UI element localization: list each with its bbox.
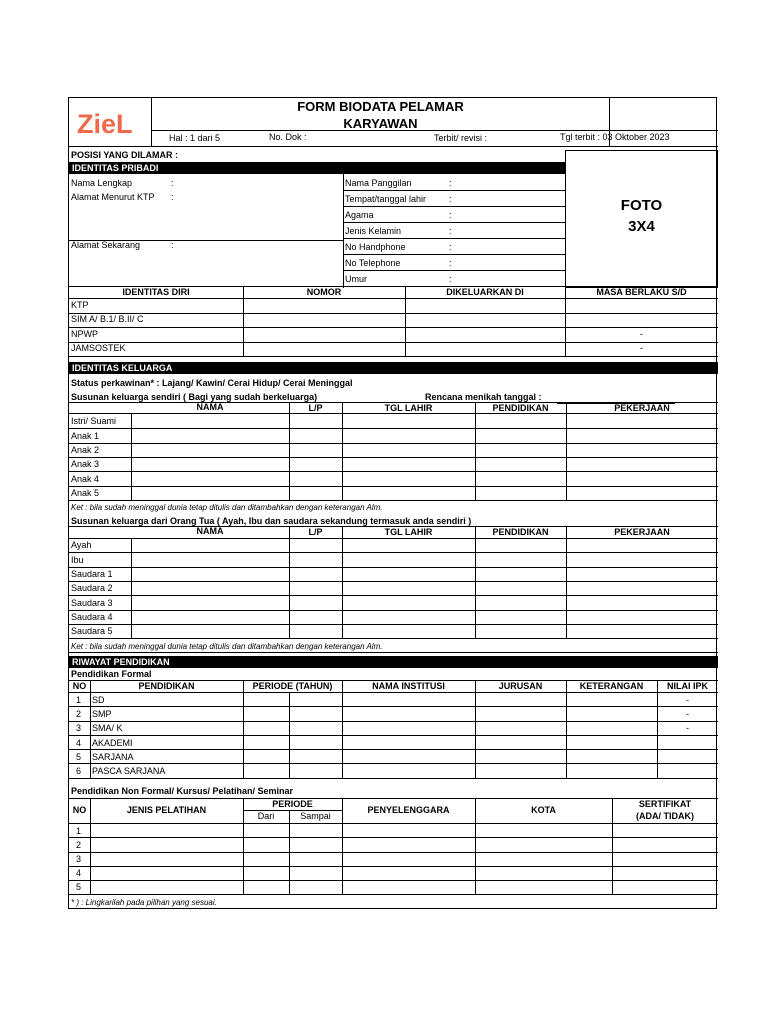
col-nilai-ipk: NILAI IPK bbox=[666, 681, 708, 691]
label-ttl: Tempat/tanggal lahir bbox=[345, 194, 427, 204]
row-jamsostek: JAMSOSTEK bbox=[71, 343, 126, 353]
ket-ortu: Ket : bila sudah meninggal dunia tetap ditulis dan ditambahkan dengan keterangan Alm. bbox=[71, 642, 383, 651]
col-identitas-diri: IDENTITAS DIRI bbox=[122, 287, 190, 297]
col-nomor: NOMOR bbox=[306, 287, 342, 297]
edu-pasca-sarjana: PASCA SARJANA bbox=[92, 766, 166, 776]
col-pendidikan: PENDIDIKAN bbox=[492, 403, 549, 413]
edu-smp: SMP bbox=[92, 709, 112, 719]
nf-row-3: 3 bbox=[75, 854, 81, 864]
publish-date: Tgl terbit : 03 Oktober 2023 bbox=[560, 132, 670, 142]
row-anak-1: Anak 1 bbox=[71, 431, 100, 441]
row-ibu: Ibu bbox=[71, 555, 84, 565]
photo-label-1: FOTO bbox=[620, 197, 663, 214]
row-saudara-1: Saudara 1 bbox=[71, 569, 113, 579]
col-nama: NAMA bbox=[196, 402, 224, 412]
col-masa-berlaku: MASA BERLAKU S/D bbox=[596, 287, 687, 297]
ket-sendiri: Ket : bila sudah meninggal dunia tetap ditulis dan ditambahkan dengan keterangan Alm. bbox=[71, 503, 383, 512]
label-alamat-ktp: Alamat Menurut KTP bbox=[71, 192, 155, 202]
row-anak-3: Anak 3 bbox=[71, 459, 100, 469]
ziel-logo bbox=[75, 108, 147, 143]
nf-row-2: 2 bbox=[75, 840, 81, 850]
col-periode: PERIODE bbox=[272, 799, 313, 809]
col-sampai: Sampai bbox=[300, 811, 331, 821]
row-saudara-2: Saudara 2 bbox=[71, 583, 113, 593]
form-title-line1: FORM BIODATA PELAMAR bbox=[297, 99, 464, 114]
pendidikan-formal-label: Pendidikan Formal bbox=[71, 669, 152, 679]
col-no: NO bbox=[72, 681, 87, 691]
row-saudara-5: Saudara 5 bbox=[71, 626, 113, 636]
row-anak-4: Anak 4 bbox=[71, 474, 100, 484]
col-periode-tahun: PERIODE (TAHUN) bbox=[252, 681, 333, 691]
col-dikeluarkan: DIKELUARKAN DI bbox=[446, 287, 524, 297]
edu-sma: SMA/ K bbox=[92, 723, 123, 733]
label-umur: Umur bbox=[345, 274, 367, 284]
photo-label-2: 3X4 bbox=[628, 218, 655, 235]
ziel-logo-icon bbox=[75, 108, 147, 138]
page-number: Hal : 1 dari 5 bbox=[169, 133, 221, 143]
col-tgl-lahir: TGL LAHIR bbox=[384, 403, 433, 413]
susunan-sendiri: Susunan keluarga sendiri ( Bagi yang sudah berkeluarga) bbox=[71, 392, 318, 402]
label-agama: Agama bbox=[345, 210, 374, 220]
row-anak-5: Anak 5 bbox=[71, 488, 100, 498]
edu-sarjana: SARJANA bbox=[92, 752, 134, 762]
row-ktp: KTP bbox=[71, 300, 89, 310]
label-no-telephone: No Telephone bbox=[345, 258, 401, 268]
rencana-menikah: Rencana menikah tanggal : bbox=[425, 392, 542, 402]
col-keterangan: KETERANGAN bbox=[579, 681, 644, 691]
col-nama-institusi: NAMA INSTITUSI bbox=[372, 681, 445, 691]
section-riwayat-pendidikan: RIWAYAT PENDIDIKAN bbox=[69, 656, 718, 668]
col-lp: L/P bbox=[308, 403, 323, 413]
svg-text:ZieL: ZieL bbox=[77, 109, 133, 138]
nf-row-1: 1 bbox=[75, 826, 81, 836]
footnote: * ) : Lingkarilah pada pilihan yang sesuai. bbox=[71, 898, 217, 907]
col-penyelenggara: PENYELENGGARA bbox=[367, 805, 450, 815]
row-istri-suami: Istri/ Suami bbox=[71, 416, 117, 426]
nf-row-4: 4 bbox=[75, 868, 81, 878]
edu-sd: SD bbox=[92, 695, 105, 705]
row-ayah: Ayah bbox=[71, 540, 92, 550]
row-npwp: NPWP bbox=[71, 329, 98, 339]
biodata-form: ZieL FORM BIODATA PELAMAR KARYAWAN Hal : 1 dari 5 No. Dok : Terbit/ revisi : Tgl terbit : 03 Oktober 2023 POSISI YANG DILAMAR : IDENTITAS PRIBADI FOTO 3X4 Nama Lengkap : Alamat Menurut KTP : Alamat Sekarang : Nama Panggilan Tempat/tanggal lahir Agama Jenis Kelamin No Handphone No Telephone Umur : : : : : : : IDENTITAS DIRI NOMOR DIKELUARKAN DI MASA BERLAKU S/D KTP SIM A/ B.1/ B.II/ C NPWP - JAMSOSTEK - IDENTITAS KELUARGA Status perkawinan* : Lajang/ Kawin/ Cerai Hidup/ Cerai Meninggal Susunan keluarga sendiri ( Bagi yang sudah berkeluarga) Rencana menikah tanggal : NAMA L/P TGL LAHIR PENDIDIKAN PEKERJAAN Istri/ Suami Anak 1 Anak 2 Anak 3 Anak 4 Anak 5 Ket : bila sudah meninggal dunia tetap ditulis dan ditambahkan dengan keterangan Alm. Susunan keluarga dari Orang Tua ( Ayah, Ibu dan saudara sekandung termasuk anda sendiri ) NAMA L/P TGL LAHIR PENDIDIKAN PEKERJAAN Ayah Ibu Saudara 1 Saudara 2 Saudara 3 Saudara 4 Saudara 5 Ket : bila sudah meninggal dunia tetap ditulis dan ditambahkan dengan keterangan Alm. RIWAYAT PENDIDIKAN Pendidikan Formal NO PENDIDIKAN PERIODE (TAHUN) NAMA INSTITUSI JURUSAN KETERANGAN NILAI IPK 1 SD - 2 SMP - 3 SMA/ K - 4 AKADEMI 5 SARJANA 6 PASCA SARJANA Pendidikan Non Formal/ Kursus/ Pelatihan/ Seminar NO JENIS PELATIHAN PERIODE Dari Sampai PENYELENGGARA KOTA SERTIFIKAT (ADA/ TIDAK) 1 2 3 4 5 * ) : Lingkarilah pada pilihan yang sesuai. bbox=[68, 97, 717, 909]
section-identitas-keluarga: IDENTITAS KELUARGA bbox=[69, 362, 718, 374]
row-anak-2: Anak 2 bbox=[71, 445, 100, 455]
row-saudara-4: Saudara 4 bbox=[71, 612, 113, 622]
label-no-handphone: No Handphone bbox=[345, 242, 406, 252]
revision: Terbit/ revisi : bbox=[434, 133, 488, 143]
col-jurusan: JURUSAN bbox=[498, 681, 543, 691]
nf-row-5: 5 bbox=[75, 882, 81, 892]
form-title-line2: KARYAWAN bbox=[343, 116, 418, 131]
edu-akademi: AKADEMI bbox=[92, 738, 133, 748]
col-dari: Dari bbox=[257, 811, 275, 821]
doc-number: No. Dok : bbox=[269, 132, 307, 142]
section-identitas-pribadi: IDENTITAS PRIBADI bbox=[69, 162, 565, 174]
label-nama-panggilan: Nama Panggilan bbox=[345, 178, 412, 188]
nonformal-label: Pendidikan Non Formal/ Kursus/ Pelatihan/ Seminar bbox=[71, 786, 294, 796]
row-saudara-3: Saudara 3 bbox=[71, 598, 113, 608]
row-sim: SIM A/ B.1/ B.II/ C bbox=[71, 314, 144, 324]
label-jenis-kelamin: Jenis Kelamin bbox=[345, 226, 402, 236]
col-jenis-pelatihan: JENIS PELATIHAN bbox=[126, 805, 207, 815]
label-alamat-sekarang: Alamat Sekarang bbox=[71, 240, 141, 250]
label-nama-lengkap: Nama Lengkap bbox=[71, 178, 133, 188]
susunan-ortu: Susunan keluarga dari Orang Tua ( Ayah, Ibu dan saudara sekandung termasuk anda sendiri ) bbox=[71, 516, 472, 526]
col-pendidikan-formal: PENDIDIKAN bbox=[138, 681, 195, 691]
col-pekerjaan: PEKERJAAN bbox=[614, 403, 670, 413]
status-perkawinan: Status perkawinan* : Lajang/ Kawin/ Cerai Hidup/ Cerai Meninggal bbox=[71, 378, 353, 388]
position-label: POSISI YANG DILAMAR : bbox=[71, 150, 179, 160]
col-sertifikat: SERTIFIKAT bbox=[638, 799, 692, 809]
col-kota: KOTA bbox=[531, 805, 556, 815]
